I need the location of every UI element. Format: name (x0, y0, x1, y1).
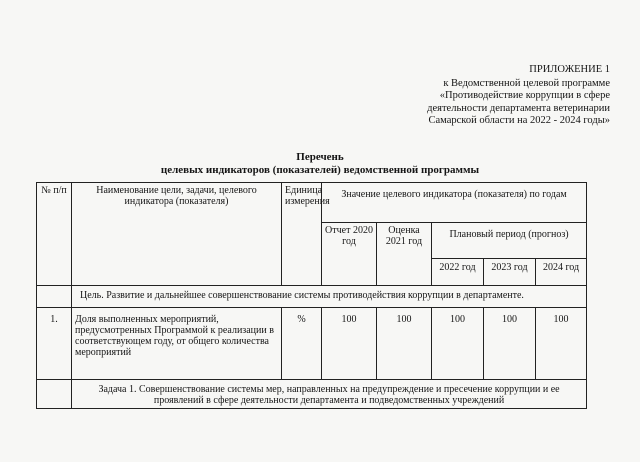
appendix-line: деятельности департамента ветеринарии (427, 102, 610, 114)
header-estimate: Оценка 2021 год (377, 223, 432, 286)
row1-num: 1. (37, 308, 72, 380)
header-year-2023: 2023 год (484, 259, 536, 286)
heading-line-1: Перечень (296, 151, 344, 163)
row1-value-2021: 100 (377, 308, 432, 380)
appendix-block (370, 64, 610, 128)
header-year-2022: 2022 год (432, 259, 484, 286)
header-num: № п/п (37, 183, 72, 286)
row1-value-2022: 100 (432, 308, 484, 380)
task-row: Задача 1. Совершенствование системы мер, направленных на предупреждение и пресечение коррупции и ее проявлений в сфере деятельности департамента и подведомственных учреждений (72, 380, 587, 409)
row1-value-2024: 100 (536, 308, 587, 380)
document-heading (0, 151, 640, 177)
row1-value-2023: 100 (484, 308, 536, 380)
heading-line-2: целевых индикаторов (показателей) ведомственной программы (160, 164, 480, 176)
appendix-line: «Противодействие коррупции в сфере (439, 90, 610, 101)
row1-name: Доля выполненных мероприятий, предусмотренных Программой к реализации в соответствующем году, от общего количества мероприятий (72, 308, 282, 380)
header-value-group: Значение целевого индикатора (показателя) по годам (322, 183, 587, 223)
appendix-line: Самарской области на 2022 - 2024 годы» (428, 115, 610, 126)
header-unit: Единица измерения (282, 183, 322, 286)
row1-unit: % (282, 308, 322, 380)
header-year-2024: 2024 год (536, 259, 587, 286)
appendix-line: к Ведомственной целевой программе (443, 77, 610, 89)
row1-value-2020: 100 (322, 308, 377, 380)
task-row-empty (37, 380, 72, 409)
goal-row: Цель. Развитие и дальнейшее совершенствование системы противодействия коррупции в департаменте. (72, 286, 587, 308)
appendix-title: ПРИЛОЖЕНИЕ 1 (529, 64, 610, 75)
header-report: Отчет 2020 год (322, 223, 377, 286)
header-plan: Плановый период (прогноз) (432, 223, 587, 259)
goal-row-empty (37, 286, 72, 308)
header-name: Наименование цели, задачи, целевого индикатора (показателя) (72, 183, 282, 286)
indicators-table (36, 182, 587, 409)
